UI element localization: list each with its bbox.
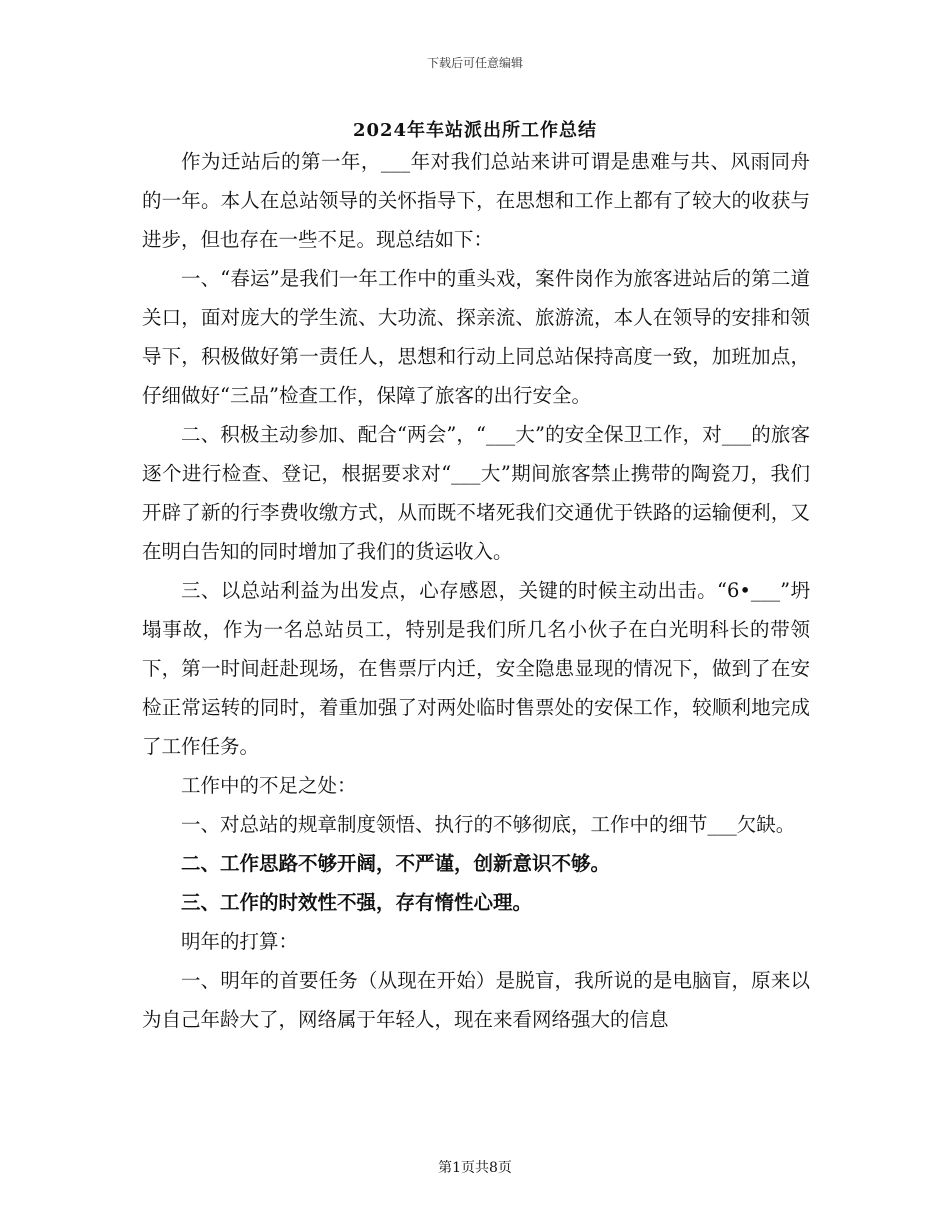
paragraph-shortcomings-heading: 工作中的不足之处：: [181, 774, 357, 797]
document-body: [142, 142, 810, 1039]
page-number: 第1页共8页: [438, 1160, 512, 1176]
paragraph-collapse-incident: 三、以总站利益为出发点，心存感恩，关键的时候主动出击。“6•___”坍塌事故，作为一名总站员工，特别是我们所几名小伙子在白光明科长的带领下，第一时间赶赴现场，在售票厅内迁，安全隐患显现的情况下，做到了在安检正常运转的同时，着重加强了对两处临时售票处的安保工作，较顺利地完成了工作任务。: [142, 579, 810, 758]
paragraph-spring-festival: 一、“春运”是我们一年工作中的重头戏，案件岗作为旅客进站后的第二道关口，面对庞大的学生流、大功流、探亲流、旅游流，本人在领导的安排和领导下，积极做好第一责任人，思想和行动上同总站保持高度一致，加班加点，仔细做好“三品”检查工作，保障了旅客的出行安全。: [142, 267, 810, 407]
document-title: 2024年车站派出所工作总结: [352, 120, 598, 141]
paragraph-plan-1: 一、明年的首要任务（从现在开始）是脱盲，我所说的是电脑盲，原来以为自己年龄大了，网络属于年轻人，现在来看网络强大的信息: [142, 969, 810, 1031]
paragraph-two-sessions: 二、积极主动参加、配合“两会”，“___大”的安全保卫工作，对___的旅客逐个进行检查、登记，根据要求对“___大”期间旅客禁止携带的陶瓷刀，我们开辟了新的行李费收缴方式，从而既不堵死我们交通优于铁路的运输便利，又在明白告知的同时增加了我们的货运收入。: [142, 423, 810, 563]
paragraph-intro: 作为迁站后的第一年，___年对我们总站来讲可谓是患难与共、风雨同舟的一年。本人在总站领导的关怀指导下，在思想和工作上都有了较大的收获与进步，但也存在一些不足。现总结如下：: [142, 150, 810, 251]
paragraph-plans-heading: 明年的打算：: [181, 930, 299, 953]
paragraph-shortcoming-1: 一、对总站的规章制度领悟、执行的不够彻底，工作中的细节___欠缺。: [181, 813, 796, 836]
paragraph-shortcoming-3: 三、工作的时效性不强，存有惰性心理。: [181, 891, 533, 914]
page-header-note: 下载后可任意编辑: [426, 56, 523, 70]
paragraph-shortcoming-2: 二、工作思路不够开阔，不严谨，创新意识不够。: [181, 852, 611, 875]
